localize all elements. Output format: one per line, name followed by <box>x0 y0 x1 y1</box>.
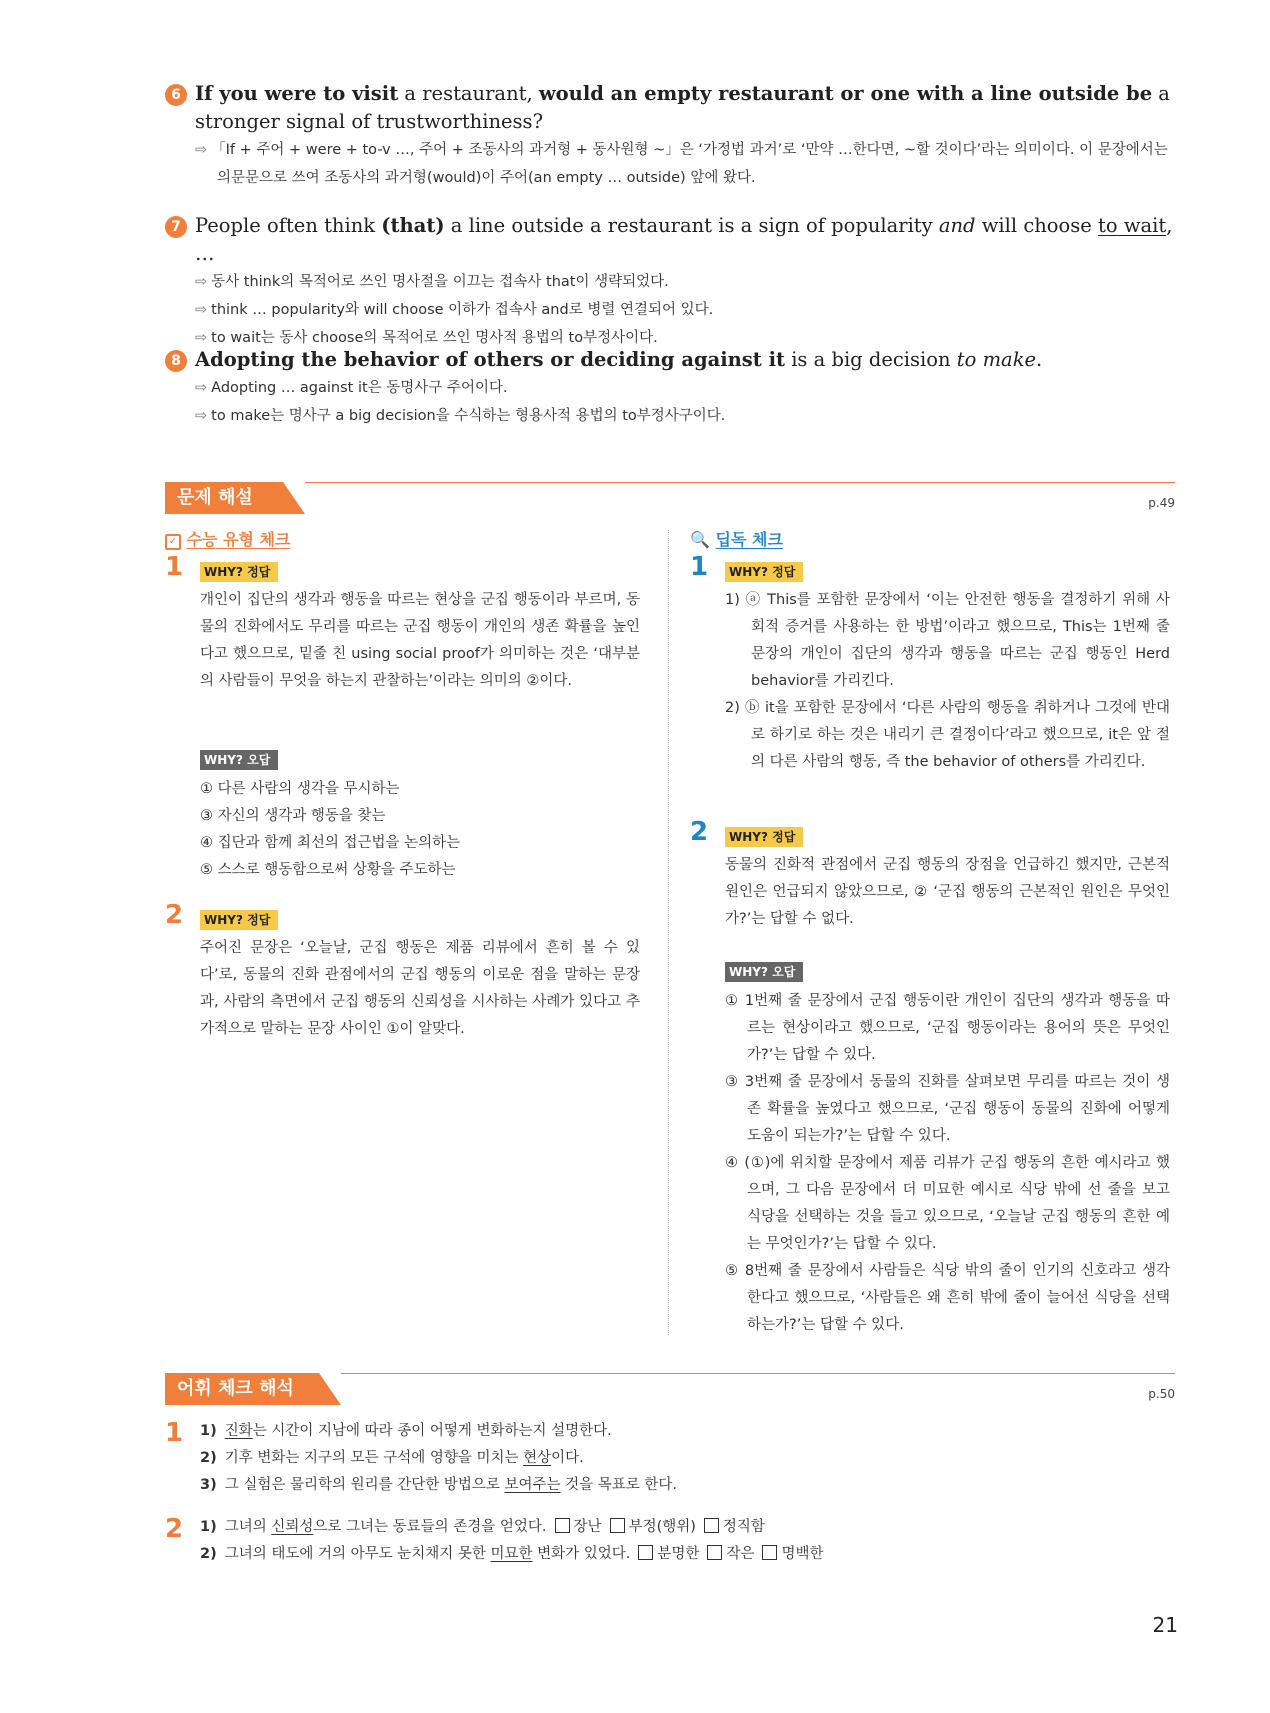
arrow-icon: ⇨ <box>195 330 208 346</box>
sentence-fragment: , … <box>195 214 1173 265</box>
check-icon: ✓ <box>165 534 181 550</box>
sentence-fragment: a restaurant, <box>398 82 539 105</box>
page-reference: p.50 <box>1148 1387 1175 1401</box>
grammar-note: ⇨ think … popularity와 will choose 이하가 접속사 and로 병렬 연결되어 있다. <box>195 302 714 318</box>
magnifier-icon: 🔍 <box>690 530 710 549</box>
sentence-fragment: (that) <box>381 214 445 237</box>
section-header-problem <box>165 482 1175 514</box>
vocab-item: 2) 그녀의 태도에 거의 아무도 눈치채지 못한 미묘한 변화가 있었다. 분명한 작은 명백한 <box>200 1546 824 1562</box>
arrow-icon: ⇨ <box>195 274 208 290</box>
header-tab-corner <box>283 482 305 514</box>
sentence-fragment: to wait <box>1098 214 1167 237</box>
option-checkbox[interactable] <box>638 1545 653 1560</box>
grammar-sentence <box>195 212 1175 268</box>
sentence-fragment: People often think <box>195 214 382 237</box>
option-checkbox[interactable] <box>704 1518 719 1533</box>
answer-explanation: 주어진 문장은 ‘오늘날, 군집 행동은 제품 리뷰에서 흔히 볼 수 있다’로, 동물의 진화 관점에서의 군집 행동의 이로운 점을 말하는 문장과, 사람의 측면에서 군집 행동의 신뢰성을 시사하는 사례가 있다고 추가적으로 말하는 문장 사이인 ①이 알맞다. <box>200 940 640 1037</box>
sentence-fragment: would an empty restaurant or one with a line outside be <box>538 82 1153 105</box>
header-rule <box>305 482 1175 483</box>
option-checkbox[interactable] <box>762 1545 777 1560</box>
grammar-item-8 <box>165 346 1175 430</box>
grammar-item-7 <box>165 212 1175 352</box>
grammar-note: ⇨ 동사 think의 목적어로 쓰인 명사절을 이끄는 접속사 that이 생략되었다. <box>195 274 669 290</box>
vocab-underlined-word: 진화 <box>224 1423 253 1439</box>
subhead-suneung: ✓ 수능 유형 체크 <box>165 527 290 550</box>
grammar-note: ⇨ 「If + 주어 + were + to-v …, 주어 + 조동사의 과거형 + 동사원형 ~」은 ‘가정법 과거’로 ‘만약 …한다면, ~할 것이다’라는 의미이다. 이 문장에서는 의문문으로 쓰여 조동사의 과거형(would)이 주어(an empty … outside) 앞에 왔다. <box>195 142 1168 186</box>
question-number: 2 <box>165 900 184 930</box>
sentence-fragment: is a big decision <box>785 348 957 371</box>
grammar-item-6 <box>165 80 1175 192</box>
page-reference: p.49 <box>1148 496 1175 510</box>
tag-correct: WHY? 정답 <box>725 562 803 582</box>
question-number: 2 <box>690 817 709 847</box>
sentence-fragment: will choose <box>975 214 1099 237</box>
arrow-icon: ⇨ <box>195 408 208 424</box>
answer-explanation: 개인이 집단의 생각과 행동을 따르는 현상을 군집 행동이라 부르며, 동물의 진화에서도 무리를 따르는 군집 행동이 개인의 생존 확률을 높인다고 했으므로, 밑줄 친 using social proof가 의미하는 것은 ‘대부분의 사람들이 무엇을 하는지 관찰하는’이라는 의미의 ②이다. <box>200 592 640 689</box>
vocab-item: 3) 그 실험은 물리학의 원리를 간단한 방법으로 보여주는 것을 목표로 한다. <box>200 1477 678 1493</box>
list-item: ⑤ 8번째 줄 문장에서 사람들은 식당 밖의 줄이 인기의 신호라고 생각한다고 했으므로, ‘사람들은 왜 흔히 밖에 줄이 늘어선 식당을 선택하는가?’는 답할 수 있다. <box>725 1263 1170 1333</box>
tag-correct: WHY? 정답 <box>200 910 278 930</box>
sentence-fragment: . <box>1036 348 1043 371</box>
question-number: 1 <box>165 552 184 582</box>
list-item: ① 다른 사람의 생각을 무시하는 <box>200 781 400 797</box>
arrow-icon: ⇨ <box>195 302 208 318</box>
answer-explanation: 동물의 진화적 관점에서 군집 행동의 장점을 언급하긴 했지만, 근본적 원인은 언급되지 않았으므로, ② ‘군집 행동의 근본적인 원인은 무엇인가?’는 답할 수 없다. <box>725 857 1170 927</box>
option-label: 분명한 <box>657 1546 700 1562</box>
list-item: ③ 3번째 줄 문장에서 동물의 진화를 살펴보면 무리를 따르는 것이 생존 확률을 높였다고 했으므로, ‘군집 행동이 동물의 진화에 어떻게 도움이 되는가?’는 답할 수 있다. <box>725 1074 1170 1144</box>
sentence-fragment: Adopting the behavior of others or deciding against it <box>195 348 785 371</box>
question-number: 1 <box>690 552 709 582</box>
vocab-underlined-word: 보여주는 <box>504 1477 561 1493</box>
tag-wrong: WHY? 오답 <box>725 962 803 982</box>
list-item: ③ 자신의 생각과 행동을 찾는 <box>200 808 386 824</box>
list-item: 1) ⓐ This를 포함한 문장에서 ‘이는 안전한 행동을 결정하기 위해 사회적 증거를 사용하는 한 방법’이라고 했으므로, This는 1번째 줄 문장의 개인이 집단의 생각과 행동을 따르는 군집 행동인 Herd behavior를 가리킨다. <box>725 592 1170 689</box>
sentence-fragment: If you were to visit <box>195 82 399 105</box>
list-item: ④ 집단과 함께 최선의 접근법을 논의하는 <box>200 835 461 851</box>
wrong-options-list <box>200 776 640 884</box>
wrong-options-list <box>725 988 1170 1339</box>
grammar-sentence <box>195 80 1175 136</box>
option-label: 정직함 <box>722 1519 765 1535</box>
vocab-list-2 <box>200 1514 1150 1568</box>
grammar-sentence <box>195 346 1175 374</box>
vocab-underlined-word: 현상 <box>523 1450 552 1466</box>
option-checkbox[interactable] <box>610 1518 625 1533</box>
deepread-answers <box>725 587 1170 776</box>
subhead-deepread: 🔍 딥독 체크 <box>690 530 783 549</box>
column-divider <box>668 530 669 1335</box>
grammar-note: ⇨ to make는 명사구 a big decision을 수식하는 형용사적 용법의 to부정사구이다. <box>195 408 726 424</box>
vocab-underlined-word: 미묘한 <box>490 1546 533 1562</box>
section-header-vocab <box>165 1373 1175 1405</box>
sentence-fragment: a line outside a restaurant is a sign of popularity <box>444 214 939 237</box>
option-label: 장난 <box>573 1519 602 1535</box>
tag-correct: WHY? 정답 <box>725 827 803 847</box>
tag-wrong: WHY? 오답 <box>200 750 278 770</box>
vocab-underlined-word: 신뢰성 <box>271 1519 314 1535</box>
grammar-note: ⇨ Adopting … against it은 동명사구 주어이다. <box>195 380 508 396</box>
list-item: ⑤ 스스로 행동함으로써 상황을 주도하는 <box>200 862 456 878</box>
header-rule <box>341 1373 1175 1374</box>
option-checkbox[interactable] <box>555 1518 570 1533</box>
page-number: 21 <box>1152 1613 1178 1637</box>
vocab-item: 2) 기후 변화는 지구의 모든 구석에 영향을 미치는 현상이다. <box>200 1450 584 1466</box>
vocab-list-1 <box>200 1418 1100 1499</box>
header-tab-corner <box>319 1373 341 1405</box>
question-number: 2 <box>165 1514 184 1544</box>
list-item: 2) ⓑ it을 포함한 문장에서 ‘다른 사람의 행동을 취하거나 그것에 반대로 하기로 하는 것은 내리기 큰 결정이다’라고 했으므로, it은 앞 절의 다른 사람의 행동, 즉 the behavior of others를 가리킨다. <box>725 700 1170 770</box>
item-number-badge: 6 <box>165 84 187 106</box>
arrow-icon: ⇨ <box>195 380 208 396</box>
option-label: 명백한 <box>781 1546 824 1562</box>
sentence-fragment: a stronger signal of trustworthiness? <box>195 82 1170 133</box>
section-title: 어휘 체크 해석 <box>165 1373 319 1405</box>
sentence-fragment: to make <box>956 348 1037 371</box>
vocab-item: 1) 진화는 시간이 지남에 따라 종이 어떻게 변화하는지 설명한다. <box>200 1423 612 1439</box>
sentence-fragment: and <box>938 214 976 237</box>
item-number-badge: 8 <box>165 350 187 372</box>
option-label: 작은 <box>726 1546 755 1562</box>
vocab-item: 1) 그녀의 신뢰성으로 그녀는 동료들의 존경을 얻었다. 장난 부정(행위) 정직함 <box>200 1519 765 1535</box>
item-number-badge: 7 <box>165 216 187 238</box>
list-item: ④ (①)에 위치할 문장에서 제품 리뷰가 군집 행동의 흔한 예시라고 했으며, 그 다음 문장에서 더 미묘한 예시로 식당 밖에 선 줄을 보고 식당을 선택하는 것을 들고 있으므로, ‘오늘날 군집 행동의 흔한 예는 무엇인가?’는 답할 수 있다. <box>725 1155 1170 1252</box>
question-number: 1 <box>165 1418 184 1448</box>
list-item: ① 1번째 줄 문장에서 군집 행동이란 개인이 집단의 생각과 행동을 따르는 현상이라고 했으므로, ‘군집 행동이라는 용어의 뜻은 무엇인가?’는 답할 수 있다. <box>725 993 1170 1063</box>
tag-correct: WHY? 정답 <box>200 562 278 582</box>
grammar-note: ⇨ to wait는 동사 choose의 목적어로 쓰인 명사적 용법의 to부정사이다. <box>195 330 658 346</box>
arrow-icon: ⇨ <box>195 142 208 158</box>
section-title: 문제 해설 <box>165 482 283 514</box>
option-checkbox[interactable] <box>707 1545 722 1560</box>
option-label: 부정(행위) <box>628 1519 696 1535</box>
